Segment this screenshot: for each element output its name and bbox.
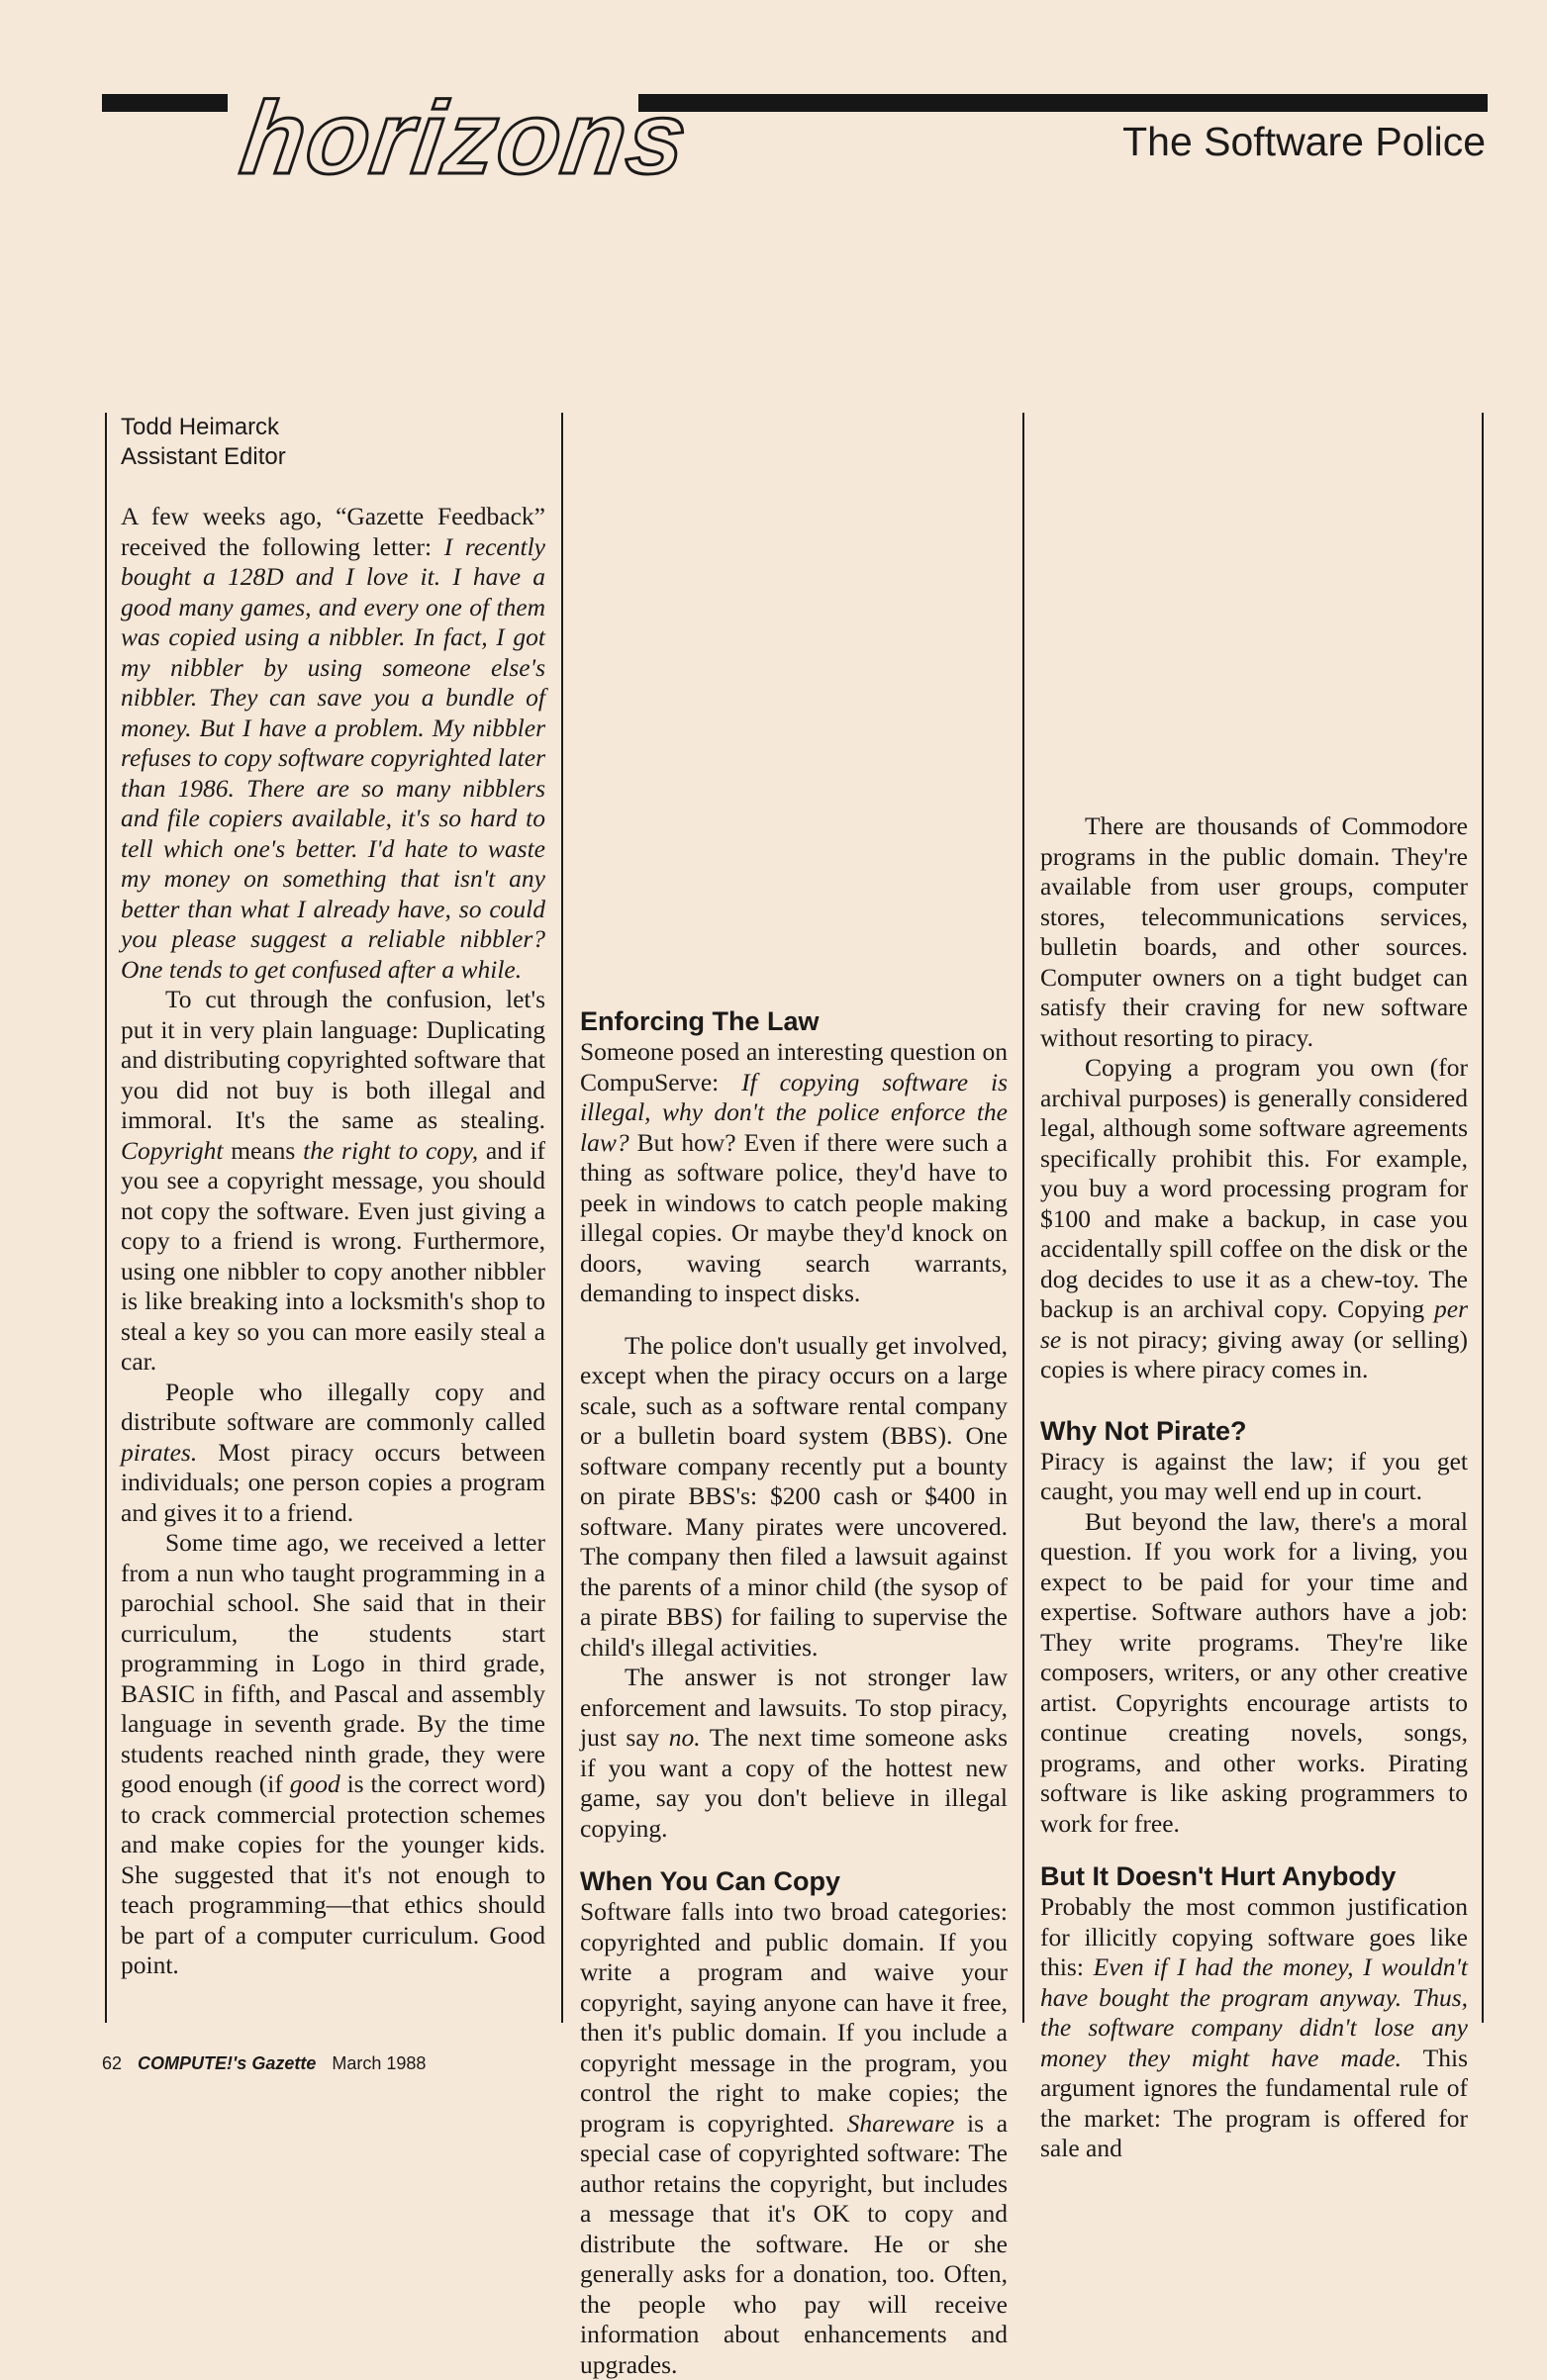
- column-2: [580, 1005, 1008, 2380]
- paragraph: Probably the most common justification for illicitly copying software goes like this: Even if I had the money, I wouldn't have bought the program anyway. Thus, the software company didn't lose any money they might have made. This argument ignores the fundamental rule of the market: The program is offered for sale and: [1040, 1892, 1469, 2162]
- paragraph: Piracy is against the law; if you get caught, you may well end up in court.: [1040, 1446, 1468, 1505]
- page-footer: [102, 2053, 426, 2074]
- subheading-enforcing-the-law: Enforcing The Law: [580, 1006, 820, 1036]
- subheading-but-it-doesnt-hurt: But It Doesn't Hurt Anybody: [1040, 1861, 1397, 1891]
- paragraph: Software falls into two broad categories: copyrighted and public domain. If you write a program and waive your copyright, saying anyone can have it free, then it's public domain. If you include a copyright message in the program, you control the right to make copies; the program is copyrighted. Shareware is a special case of copyrighted software: The author retains the copyright, but includes a message that it's OK to copy and distribute the software. He or she generally asks for a donation, too. Often, the people who pay will receive information about enhancements and upgrades.: [580, 1897, 1009, 2379]
- section-logo: horizons: [234, 81, 696, 196]
- column-rule-2: [1022, 413, 1024, 2023]
- paragraph: There are thousands of Commodore programs in the public domain. They're available from user groups, computer stores, telecommunications services, bulletin boards, and other sources. Computer owners on a tight budget can satisfy their craving for new software without resorting to piracy.: [1040, 811, 1468, 1052]
- magazine-name: COMPUTE!'s Gazette: [138, 2053, 317, 2073]
- subheading-when-you-can-copy: When You Can Copy: [580, 1866, 840, 1896]
- article-title: The Software Police: [1122, 119, 1486, 164]
- column-rule-right: [1482, 413, 1484, 2023]
- letter-intro: A few weeks ago, “Gazette Feedback” received the following letter:: [121, 502, 545, 561]
- paragraph: To cut through the confusion, let's put it in very plain language: Duplicating and distributing copyrighted software that you did not buy is both illegal and immoral. It's the same as stealing. Copyright means the right to copy, and if you see a copyright message, you should not copy the software. Even just giving a copy to a friend is wrong. Furthermore, using one nibbler to copy another nibbler is like breaking into a locksmith's shop to steal a key so you can more easily steal a car.: [121, 985, 545, 1376]
- paragraph: Someone posed an interesting question on CompuServe: If copying software is illegal, why don't the police enforce the law? But how? Even if there were such a thing as software police, they'd have to peek in windows to catch people making illegal copies. Or maybe they'd knock on doors, waving search warrants, demanding to inspect disks.: [580, 1037, 1009, 1307]
- page-number: 62: [102, 2053, 123, 2073]
- paragraph: People who illegally copy and distribute software are commonly called pirates. Most piracy occurs between individuals; one person copies a program and gives it to a friend.: [121, 1377, 545, 1527]
- column-3: [1040, 811, 1468, 2164]
- paragraph: Some time ago, we received a letter from a nun who taught programming in a parochial school. She said that in their curriculum, the students start programming in Logo in third grade, BASIC in fifth, and Pascal and assembly language in seventh grade. By the time students reached ninth grade, they were good enough (if good is the correct word) to crack commercial protection schemes and make copies for the younger kids. She suggested that it's not enough to teach programming—that ethics should be part of a computer curriculum. Good point.: [121, 1528, 545, 1979]
- paragraph: The answer is not stronger law enforcement and lawsuits. To stop piracy, just say no. The next time someone asks if you want a copy of the hottest new game, say you don't believe in illegal copying.: [580, 1663, 1009, 1843]
- author-name: Todd Heimarck: [121, 414, 280, 440]
- column-1: [121, 413, 545, 1981]
- byline: [121, 413, 545, 472]
- column-rule-left: [105, 413, 107, 2023]
- subheading-why-not-pirate: Why Not Pirate?: [1040, 1415, 1247, 1446]
- paragraph: The police don't usually get involved, except when the piracy occurs on a large scale, such as a software rental company or a bulletin board system (BBS). One software company recently put a bounty on pirate BBS's: $200 cash or $400 in software. Many pirates were uncovered. The company then filed a lawsuit against the parents of a minor child (the sysop of a pirate BBS) for failing to supervise the child's illegal activities.: [580, 1330, 1008, 1662]
- paragraph: [121, 502, 545, 985]
- issue-date: March 1988: [332, 2053, 427, 2073]
- reader-letter: I recently bought a 128D and I love it. I have a good many games, and every one of them was copied using a nibbler. In fact, I got my nibbler by using someone else's nibbler. They can save you a bundle of money. But I have a problem. My nibbler refuses to copy software copyrighted later than 1986. There are so many nibblers and file copiers available, it's so hard to tell which one's better. I'd hate to waste my money on something that isn't any better than what I already have, so could you please suggest a reliable nibbler? One tends to get confused after a while.: [121, 531, 545, 984]
- paragraph: Copying a program you own (for archival purposes) is generally considered legal, although some software agreements specifically prohibit this. For example, you buy a word processing program for $100 and make a backup, in case you accidentally spill coffee on the disk or the dog decides to use it as a chew-toy. The backup is an archival copy. Copying per se is not piracy; giving away (or selling) copies is where piracy comes in.: [1040, 1053, 1468, 1383]
- author-role: Assistant Editor: [121, 443, 286, 470]
- column-rule-1: [561, 413, 563, 2023]
- paragraph: But beyond the law, there's a moral question. If you work for a living, you expect to be paid for your time and expertise. Software authors have a job: They write programs. They're like composers, writers, or any other creative artist. Copyrights encourage artists to continue creating novels, songs, programs, and other works. Pirating software is like asking programmers to work for free.: [1040, 1506, 1468, 1838]
